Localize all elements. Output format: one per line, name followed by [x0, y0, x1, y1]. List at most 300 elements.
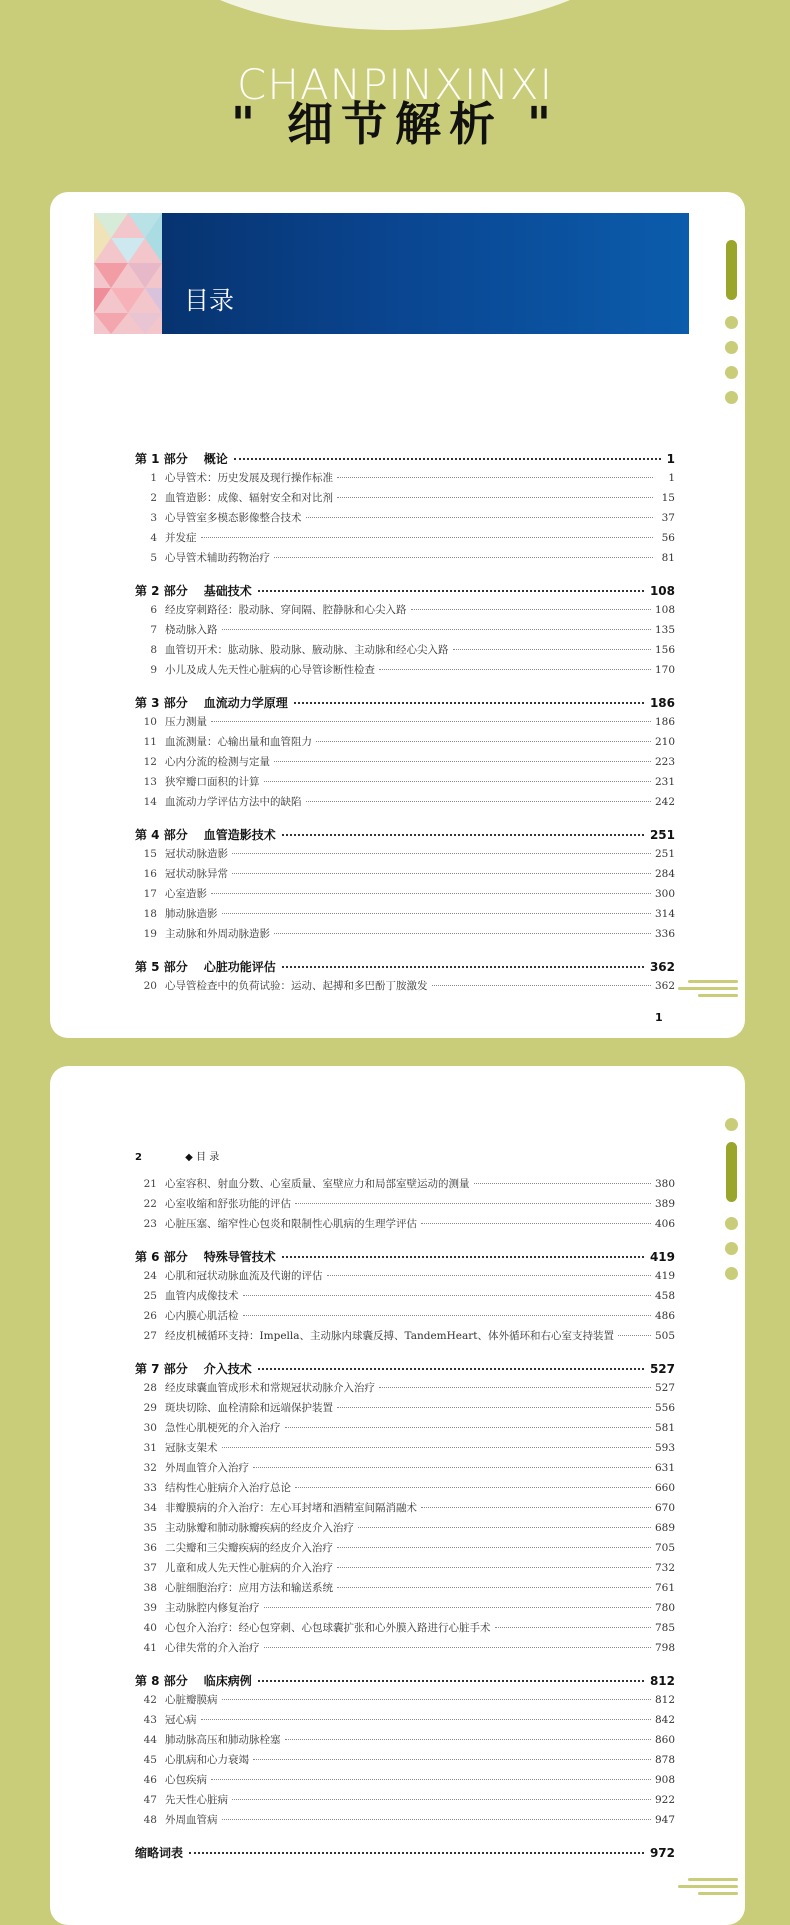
- part-title: 心脏功能评估: [203, 960, 276, 974]
- chapter-title: 肺动脉高压和肺动脉栓塞: [165, 1734, 281, 1746]
- part-title: 临床病例: [203, 1674, 252, 1688]
- dot-leader: [234, 458, 661, 460]
- part-page: 1: [666, 452, 675, 466]
- toc-part-row[interactable]: [135, 582, 675, 599]
- dot-leader: [232, 1799, 651, 1800]
- dot-leader: [201, 1719, 651, 1720]
- running-head: [135, 1148, 219, 1163]
- chapter-number: 23: [143, 1218, 157, 1230]
- chapter-number: 17: [143, 888, 157, 900]
- english-title: CHANPINXINXI: [237, 60, 553, 109]
- toc-chapter-row[interactable]: [135, 1560, 675, 1575]
- toc-chapter-row[interactable]: [135, 1732, 675, 1747]
- chapter-number: 47: [143, 1794, 157, 1806]
- toc-chapter-row[interactable]: [135, 470, 675, 485]
- chapter-title: 心内分流的检测与定量: [165, 756, 270, 768]
- chapter-title: 经皮球囊血管成形术和常规冠状动脉介入治疗: [165, 1382, 375, 1394]
- dot-leader: [274, 933, 651, 934]
- toc-part-row[interactable]: [135, 958, 675, 975]
- chapter-title: 心导管术：历史发展及现行操作标准: [165, 472, 333, 484]
- chapter-number: 29: [143, 1402, 157, 1414]
- chapter-number: 25: [143, 1290, 157, 1302]
- page-dot: [725, 1217, 738, 1230]
- dot-leader: [411, 609, 651, 610]
- toc-chapter-row[interactable]: [135, 1600, 675, 1615]
- chapter-number: 41: [143, 1642, 157, 1654]
- chapter-page: 336: [654, 928, 675, 940]
- toc-chapter-row[interactable]: [135, 1640, 675, 1655]
- chapter-title: 桡动脉入路: [165, 624, 218, 636]
- chapter-page: 242: [654, 796, 675, 808]
- chapter-number: 34: [143, 1502, 157, 1514]
- part-title: 概论: [203, 452, 228, 466]
- chapter-page: 732: [654, 1562, 675, 1574]
- part-label: 第 1 部分: [135, 452, 188, 466]
- toc-chapter-row[interactable]: [135, 926, 675, 941]
- toc-chapter-row[interactable]: [135, 1712, 675, 1727]
- page-dot: [725, 1242, 738, 1255]
- chapter-title: 心包介入治疗：经心包穿刺、心包球囊扩张和心外膜入路进行心脏手术: [165, 1622, 491, 1634]
- chapter-page: 860: [654, 1734, 675, 1746]
- toc-part-row[interactable]: [135, 450, 675, 467]
- toc-chapter-row[interactable]: [135, 550, 675, 565]
- dot-leader: [337, 497, 653, 498]
- toc-part-row[interactable]: [135, 826, 675, 843]
- scroll-indicator-active: [726, 240, 737, 300]
- chapter-page: 15: [661, 492, 675, 504]
- part-title: 介入技术: [203, 1362, 252, 1376]
- chapter-title: 小儿及成人先天性心脏病的心导管诊断性检查: [165, 664, 375, 676]
- part-label: 第 5 部分: [135, 960, 188, 974]
- chapter-title: 狭窄瓣口面积的计算: [165, 776, 260, 788]
- toc-chapter-row[interactable]: [135, 1692, 675, 1707]
- chapter-page: 908: [654, 1774, 675, 1786]
- chapter-number: 6: [150, 604, 157, 616]
- toc-part-row[interactable]: [135, 694, 675, 711]
- part-page: 186: [649, 696, 675, 710]
- top-arc-decoration: [150, 0, 640, 30]
- chapter-number: 28: [143, 1382, 157, 1394]
- dot-leader: [211, 893, 651, 894]
- dot-leader: [274, 557, 653, 558]
- chapter-page: 389: [654, 1198, 675, 1210]
- part-label: 第 3 部分: [135, 696, 188, 710]
- dot-leader: [264, 1607, 651, 1608]
- chapter-title: 外周血管病: [165, 1814, 218, 1826]
- part-label: 第 2 部分: [135, 584, 188, 598]
- dot-leader: [243, 1315, 651, 1316]
- chapter-number: 3: [150, 512, 157, 524]
- toc-part-row[interactable]: [135, 1672, 675, 1689]
- chapter-title: 血流动力学评估方法中的缺陷: [165, 796, 302, 808]
- chapter-number: 33: [143, 1482, 157, 1494]
- page-dot: [725, 341, 738, 354]
- part-label: 第 8 部分: [135, 1674, 188, 1688]
- chapter-title: 斑块切除、血栓清除和远端保护装置: [165, 1402, 333, 1414]
- chapter-number: 4: [150, 532, 157, 544]
- chapter-page: 761: [654, 1582, 675, 1594]
- contents-heading: 目录: [184, 286, 235, 315]
- toc-chapter-row[interactable]: [135, 1772, 675, 1787]
- chapter-page: 419: [654, 1270, 675, 1282]
- chapter-title: 先天性心脏病: [165, 1794, 228, 1806]
- chapter-page: 362: [654, 980, 675, 992]
- corner-lines-decoration: [678, 1878, 738, 1899]
- toc-chapter-row[interactable]: [135, 1480, 675, 1495]
- toc-chapter-row[interactable]: [135, 1792, 675, 1807]
- chapter-number: 27: [143, 1330, 157, 1342]
- toc-chapter-row[interactable]: [135, 1308, 675, 1323]
- dot-leader: [379, 1387, 651, 1388]
- chapter-number: 31: [143, 1442, 157, 1454]
- dot-leader: [316, 741, 651, 742]
- chapter-title: 心肌和冠状动脉血流及代谢的评估: [165, 1270, 323, 1282]
- dot-leader: [337, 1407, 651, 1408]
- toc-chapter-row[interactable]: [135, 510, 675, 525]
- chapter-number: 15: [143, 848, 157, 860]
- chapter-number: 30: [143, 1422, 157, 1434]
- toc-chapter-row[interactable]: [135, 794, 675, 809]
- toc-chapter-row[interactable]: [135, 1176, 675, 1191]
- chapter-title: 心导管室多模态影像整合技术: [165, 512, 302, 524]
- toc-chapter-row[interactable]: [135, 1540, 675, 1555]
- chapter-page: 785: [654, 1622, 675, 1634]
- dot-leader: [258, 1680, 644, 1682]
- chapter-page: 81: [661, 552, 675, 564]
- chapter-page: 812: [654, 1694, 675, 1706]
- chapter-number: 2: [150, 492, 157, 504]
- dot-leader: [232, 853, 651, 854]
- chapter-page: 842: [654, 1714, 675, 1726]
- toc-chapter-row[interactable]: [135, 1268, 675, 1283]
- part-page: 527: [649, 1362, 675, 1376]
- toc-chapter-row[interactable]: [135, 602, 675, 617]
- dot-leader: [264, 781, 651, 782]
- toc-chapter-row[interactable]: [135, 1460, 675, 1475]
- dot-leader: [295, 1487, 651, 1488]
- dot-leader: [294, 702, 644, 704]
- chapter-number: 44: [143, 1734, 157, 1746]
- part-label: 第 4 部分: [135, 828, 188, 842]
- page-dot: [725, 366, 738, 379]
- chapter-title: 儿童和成人先天性心脏病的介入治疗: [165, 1562, 333, 1574]
- toc-chapter-row[interactable]: [135, 490, 675, 505]
- chapter-title: 经皮穿刺路径：股动脉、穿间隔、腔静脉和心尖入路: [165, 604, 407, 616]
- chapter-title: 心脏瓣膜病: [165, 1694, 218, 1706]
- chapter-title: 主动脉瓣和肺动脉瓣疾病的经皮介入治疗: [165, 1522, 354, 1534]
- part-title: 血流动力学原理: [203, 696, 288, 710]
- dot-leader: [274, 761, 651, 762]
- dot-leader: [222, 1699, 651, 1700]
- dot-leader: [327, 1275, 651, 1276]
- chapter-number: 16: [143, 868, 157, 880]
- chapter-title: 二尖瓣和三尖瓣疾病的经皮介入治疗: [165, 1542, 333, 1554]
- part-label: 第 7 部分: [135, 1362, 188, 1376]
- chapter-number: 8: [150, 644, 157, 656]
- chapter-number: 9: [150, 664, 157, 676]
- chapter-number: 19: [143, 928, 157, 940]
- page-dot: [725, 1267, 738, 1280]
- dot-leader: [474, 1183, 651, 1184]
- part-label: 第 6 部分: [135, 1250, 188, 1264]
- chapter-page: 251: [654, 848, 675, 860]
- chapter-page: 660: [654, 1482, 675, 1494]
- chapter-title: 心脏压塞、缩窄性心包炎和限制性心肌病的生理学评估: [165, 1218, 417, 1230]
- chapter-page: 486: [654, 1310, 675, 1322]
- chapter-title: 心肌病和心力衰竭: [165, 1754, 249, 1766]
- chapter-page: 406: [654, 1218, 675, 1230]
- dot-leader: [282, 1256, 644, 1258]
- chapter-title: 结构性心脏病介入治疗总论: [165, 1482, 291, 1494]
- chapter-title: 心导管术辅助药物治疗: [165, 552, 270, 564]
- toc-chapter-row[interactable]: [135, 866, 675, 881]
- chapter-number: 21: [143, 1178, 157, 1190]
- chapter-page: 505: [654, 1330, 675, 1342]
- chapter-page: 581: [654, 1422, 675, 1434]
- toc-chapter-row[interactable]: [135, 886, 675, 901]
- toc-part-row[interactable]: [135, 1360, 675, 1377]
- toc-chapter-row[interactable]: [135, 1580, 675, 1595]
- toc-chapter-row[interactable]: [135, 1400, 675, 1415]
- toc-chapter-row[interactable]: [135, 978, 675, 993]
- dot-leader: [337, 1567, 651, 1568]
- chapter-page: 922: [654, 1794, 675, 1806]
- toc-page-1: [50, 192, 745, 1038]
- toc-chapter-row[interactable]: [135, 1328, 675, 1343]
- chapter-number: 46: [143, 1774, 157, 1786]
- dot-leader: [264, 1647, 651, 1648]
- chapter-page: 37: [661, 512, 675, 524]
- toc-chapter-row[interactable]: [135, 1752, 675, 1767]
- chapter-number: 22: [143, 1198, 157, 1210]
- toc-chapter-row[interactable]: [135, 714, 675, 729]
- chapter-title: 急性心肌梗死的介入治疗: [165, 1422, 281, 1434]
- chapter-page: 108: [654, 604, 675, 616]
- chapter-page: 1: [668, 472, 675, 484]
- chapter-title: 压力测量: [165, 716, 207, 728]
- dot-leader: [337, 477, 653, 478]
- section-title: " 细节解析 ": [231, 97, 559, 151]
- dot-leader: [379, 669, 651, 670]
- scroll-indicator-active: [726, 1142, 737, 1202]
- chapter-page: 527: [654, 1382, 675, 1394]
- chapter-title: 主动脉和外周动脉造影: [165, 928, 270, 940]
- dot-leader: [243, 1295, 651, 1296]
- chapter-number: 24: [143, 1270, 157, 1282]
- chapter-title: 血管切开术：肱动脉、股动脉、腋动脉、主动脉和经心尖入路: [165, 644, 449, 656]
- chapter-page: 705: [654, 1542, 675, 1554]
- dot-leader: [358, 1527, 651, 1528]
- part-title: 特殊导管技术: [203, 1250, 276, 1264]
- chapter-page: 284: [654, 868, 675, 880]
- chapter-title: 心室容积、射血分数、心室质量、室壁应力和局部室壁运动的测量: [165, 1178, 470, 1190]
- dot-leader: [432, 985, 651, 986]
- chapter-title: 心内膜心肌活检: [165, 1310, 239, 1322]
- running-head-page-number: 2: [135, 1152, 142, 1163]
- part-page: 251: [649, 828, 675, 842]
- chapter-title: 并发症: [165, 532, 197, 544]
- dot-leader: [189, 1852, 644, 1854]
- chapter-page: 231: [654, 776, 675, 788]
- chapter-page: 689: [654, 1522, 675, 1534]
- chapter-number: 35: [143, 1522, 157, 1534]
- dot-leader: [258, 590, 644, 592]
- dot-leader: [222, 1447, 651, 1448]
- dot-leader: [285, 1739, 651, 1740]
- chapter-number: 10: [143, 716, 157, 728]
- chapter-number: 43: [143, 1714, 157, 1726]
- chapter-number: 42: [143, 1694, 157, 1706]
- toc-chapter-row[interactable]: [135, 1288, 675, 1303]
- abbreviations-page: 972: [649, 1846, 675, 1860]
- chapter-title: 心律失常的介入治疗: [165, 1642, 260, 1654]
- corner-lines-decoration: [678, 980, 738, 1001]
- chapter-title: 血流测量：心输出量和血管阻力: [165, 736, 312, 748]
- toc-chapter-row[interactable]: [135, 1500, 675, 1515]
- chapter-title: 经皮机械循环支持：Impella、主动脉内球囊反搏、TandemHeart、体外循环和右心室支持装置: [165, 1330, 614, 1342]
- dot-leader: [232, 873, 651, 874]
- chapter-number: 14: [143, 796, 157, 808]
- dot-leader: [285, 1427, 651, 1428]
- chapter-page: 556: [654, 1402, 675, 1414]
- chapter-title: 冠状动脉异常: [165, 868, 228, 880]
- chapter-page: 56: [661, 532, 675, 544]
- page-number: 1: [655, 1011, 663, 1024]
- chapter-number: 18: [143, 908, 157, 920]
- abbreviations-title: 缩略词表: [135, 1846, 184, 1860]
- chapter-page: 878: [654, 1754, 675, 1766]
- toc-chapter-row[interactable]: [135, 622, 675, 637]
- page-dot: [725, 316, 738, 329]
- toc-chapter-row[interactable]: [135, 1440, 675, 1455]
- dot-leader: [421, 1507, 651, 1508]
- toc-chapter-row[interactable]: [135, 1216, 675, 1231]
- dot-leader: [253, 1467, 651, 1468]
- chapter-title: 心室收缩和舒张功能的评估: [165, 1198, 291, 1210]
- toc-chapter-row[interactable]: [135, 662, 675, 677]
- toc-chapter-row[interactable]: [135, 1380, 675, 1395]
- chapter-page: 458: [654, 1290, 675, 1302]
- dot-leader: [211, 1779, 651, 1780]
- dot-leader: [337, 1547, 651, 1548]
- chapter-page: 156: [654, 644, 675, 656]
- running-head-title: ◆ 目 录: [185, 1152, 220, 1163]
- chapter-title: 血管造影：成像、辐射安全和对比剂: [165, 492, 333, 504]
- chapter-number: 26: [143, 1310, 157, 1322]
- dot-leader: [618, 1335, 651, 1336]
- toc-chapter-row[interactable]: [135, 1620, 675, 1635]
- page-dot: [725, 1118, 738, 1131]
- dot-leader: [337, 1587, 651, 1588]
- chapter-number: 37: [143, 1562, 157, 1574]
- toc-chapter-row[interactable]: [135, 906, 675, 921]
- dot-leader: [421, 1223, 651, 1224]
- toc-chapter-row[interactable]: [135, 754, 675, 769]
- chapter-page: 593: [654, 1442, 675, 1454]
- chapter-title: 冠脉支架术: [165, 1442, 218, 1454]
- chapter-title: 非瓣膜病的介入治疗：左心耳封堵和酒精室间隔消融术: [165, 1502, 417, 1514]
- toc-chapter-row[interactable]: [135, 734, 675, 749]
- dot-leader: [295, 1203, 651, 1204]
- toc-chapter-row[interactable]: [135, 530, 675, 545]
- dot-leader: [222, 629, 651, 630]
- chapter-title: 冠状动脉造影: [165, 848, 228, 860]
- toc-chapter-row[interactable]: [135, 1420, 675, 1435]
- toc-part-row[interactable]: [135, 1248, 675, 1265]
- chapter-number: 40: [143, 1622, 157, 1634]
- chapter-number: 45: [143, 1754, 157, 1766]
- chapter-title: 冠心病: [165, 1714, 197, 1726]
- chapter-title: 血管内成像技术: [165, 1290, 239, 1302]
- toc-page-2: [50, 1066, 745, 1925]
- chapter-page: 135: [654, 624, 675, 636]
- dot-leader: [253, 1759, 651, 1760]
- chapter-number: 7: [150, 624, 157, 636]
- chapter-title: 肺动脉造影: [165, 908, 218, 920]
- chapter-number: 1: [150, 472, 157, 484]
- chapter-title: 心室造影: [165, 888, 207, 900]
- page-dot: [725, 391, 738, 404]
- chapter-number: 5: [150, 552, 157, 564]
- chapter-number: 20: [143, 980, 157, 992]
- chapter-page: 170: [654, 664, 675, 676]
- chapter-page: 380: [654, 1178, 675, 1190]
- chapter-number: 12: [143, 756, 157, 768]
- toc-abbreviations-row[interactable]: [135, 1844, 675, 1861]
- geometric-pattern-decoration: [94, 213, 162, 334]
- chapter-number: 48: [143, 1814, 157, 1826]
- chapter-page: 223: [654, 756, 675, 768]
- dot-leader: [211, 721, 651, 722]
- dot-leader: [306, 801, 651, 802]
- dot-leader: [306, 517, 654, 518]
- part-page: 812: [649, 1674, 675, 1688]
- toc-chapter-row[interactable]: [135, 774, 675, 789]
- chapter-title: 主动脉腔内修复治疗: [165, 1602, 260, 1614]
- part-page: 419: [649, 1250, 675, 1264]
- toc-chapter-row[interactable]: [135, 1520, 675, 1535]
- dot-leader: [495, 1627, 651, 1628]
- chapter-page: 300: [654, 888, 675, 900]
- dot-leader: [222, 1819, 651, 1820]
- toc-chapter-row[interactable]: [135, 1196, 675, 1211]
- dot-leader: [201, 537, 654, 538]
- dot-leader: [258, 1368, 644, 1370]
- chapter-page: 947: [654, 1814, 675, 1826]
- chapter-page: 670: [654, 1502, 675, 1514]
- part-title: 血管造影技术: [203, 828, 276, 842]
- chapter-page: 210: [654, 736, 675, 748]
- part-title: 基础技术: [203, 584, 252, 598]
- toc-chapter-row[interactable]: [135, 642, 675, 657]
- toc-chapter-row[interactable]: [135, 846, 675, 861]
- dot-leader: [282, 966, 644, 968]
- chapter-title: 心脏细胞治疗：应用方法和输送系统: [165, 1582, 333, 1594]
- chapter-page: 186: [654, 716, 675, 728]
- chapter-page: 631: [654, 1462, 675, 1474]
- part-page: 362: [649, 960, 675, 974]
- part-page: 108: [649, 584, 675, 598]
- chapter-page: 314: [654, 908, 675, 920]
- chapter-title: 外周血管介入治疗: [165, 1462, 249, 1474]
- chapter-number: 38: [143, 1582, 157, 1594]
- toc-chapter-row[interactable]: [135, 1812, 675, 1827]
- chapter-number: 36: [143, 1542, 157, 1554]
- chapter-number: 32: [143, 1462, 157, 1474]
- chapter-number: 13: [143, 776, 157, 788]
- dot-leader: [222, 913, 651, 914]
- chapter-title: 心包疾病: [165, 1774, 207, 1786]
